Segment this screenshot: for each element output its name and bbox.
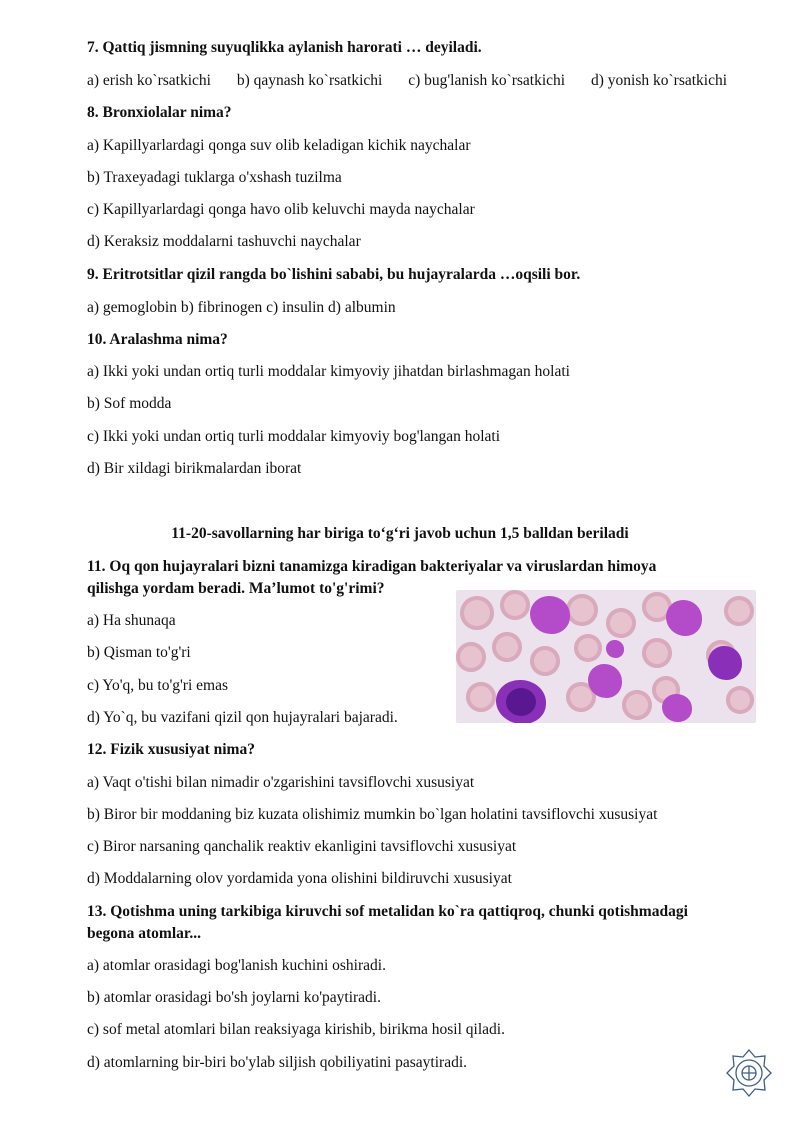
q13-option-b: b) atomlar orasidagi bo'sh joylarni ko'paytiradi. xyxy=(87,989,381,1006)
q11-option-b: b) Qisman to'g'ri xyxy=(87,644,191,661)
q10-option-c: c) Ikki yoki undan ortiq turli moddalar kimyoviy bog'langan holati xyxy=(87,428,501,445)
question-8: 8. Bronxiolalar nima? xyxy=(87,104,232,121)
q7-option-a: a) erish ko`rsatkichi xyxy=(87,72,211,89)
q13-option-d: d) atomlarning bir-biri bo'ylab siljish qobiliyatini pasaytiradi. xyxy=(87,1054,468,1071)
section-heading: 11-20-savollarning har biriga to‘g‘ri javob uchun 1,5 balldan beriladi xyxy=(171,525,629,542)
question-11-line-2: qilishga yordam beradi. Ma’lumot to'g'rimi? xyxy=(87,580,385,597)
question-9: 9. Eritrotsitlar qizil rangda bo`lishini sababi, bu hujayralarda …oqsili bor. xyxy=(87,266,581,283)
question-7: 7. Qattiq jismning suyuqlikka aylanish harorati … deyiladi. xyxy=(87,39,482,56)
q11-option-d: d) Yo`q, bu vazifani qizil qon hujayralari bajaradi. xyxy=(87,709,398,726)
question-7-options xyxy=(87,71,727,91)
q8-option-a: a) Kapillyarlardagi qonga suv olib keladigan kichik naychalar xyxy=(87,137,471,154)
q8-option-b: b) Traxeyadagi tuklarga o'xshash tuzilma xyxy=(87,169,342,186)
q12-option-b: b) Biror bir moddaning biz kuzata olishimiz mumkin bo`lgan holatini tavsiflovchi xususiyat xyxy=(87,806,658,823)
blood-cells-image xyxy=(456,590,756,723)
question-10: 10. Aralashma nima? xyxy=(87,331,228,348)
q9-options: a) gemoglobin b) fibrinogen c) insulin d) albumin xyxy=(87,299,396,316)
q12-option-d: d) Moddalarning olov yordamida yona olishini bildiruvchi xususiyat xyxy=(87,870,512,887)
question-11-line-1: 11. Oq qon hujayralari bizni tanamizga kiradigan bakteriyalar va viruslardan himoya xyxy=(87,558,657,575)
q10-option-d: d) Bir xildagi birikmalardan iborat xyxy=(87,460,302,477)
q13-option-a: a) atomlar orasidagi bog'lanish kuchini oshiradi. xyxy=(87,957,386,974)
q10-option-b: b) Sof modda xyxy=(87,395,172,412)
q7-option-b: b) qaynash ko`rsatkichi xyxy=(236,72,383,89)
question-12: 12. Fizik xususiyat nima? xyxy=(87,741,255,758)
q12-option-a: a) Vaqt o'tishi bilan nimadir o'zgarishini tavsiflovchi xususiyat xyxy=(87,774,475,791)
question-13-line-2: begona atomlar... xyxy=(87,925,201,942)
q7-option-c: c) bug'lanish ko`rsatkichi xyxy=(408,72,566,89)
emblem-logo-icon xyxy=(724,1048,774,1100)
q11-option-c: c) Yo'q, bu to'g'ri emas xyxy=(87,677,228,694)
q8-option-d: d) Keraksiz moddalarni tashuvchi naychalar xyxy=(87,233,361,250)
q11-option-a: a) Ha shunaqa xyxy=(87,612,176,629)
q10-option-a: a) Ikki yoki undan ortiq turli moddalar kimyoviy jihatdan birlashmagan holati xyxy=(87,363,570,380)
question-13-line-1: 13. Qotishma uning tarkibiga kiruvchi sof metalidan ko`ra qattiqroq, chunki qotishmadagi xyxy=(87,903,688,920)
q7-option-d: d) yonish ko`rsatkichi xyxy=(591,72,728,89)
q13-option-c: c) sof metal atomlari bilan reaksiyaga kirishib, birikma hosil qiladi. xyxy=(87,1021,505,1038)
q8-option-c: c) Kapillyarlardagi qonga havo olib keluvchi mayda naychalar xyxy=(87,201,475,218)
q12-option-c: c) Biror narsaning qanchalik reaktiv ekanligini tavsiflovchi xususiyat xyxy=(87,838,517,855)
